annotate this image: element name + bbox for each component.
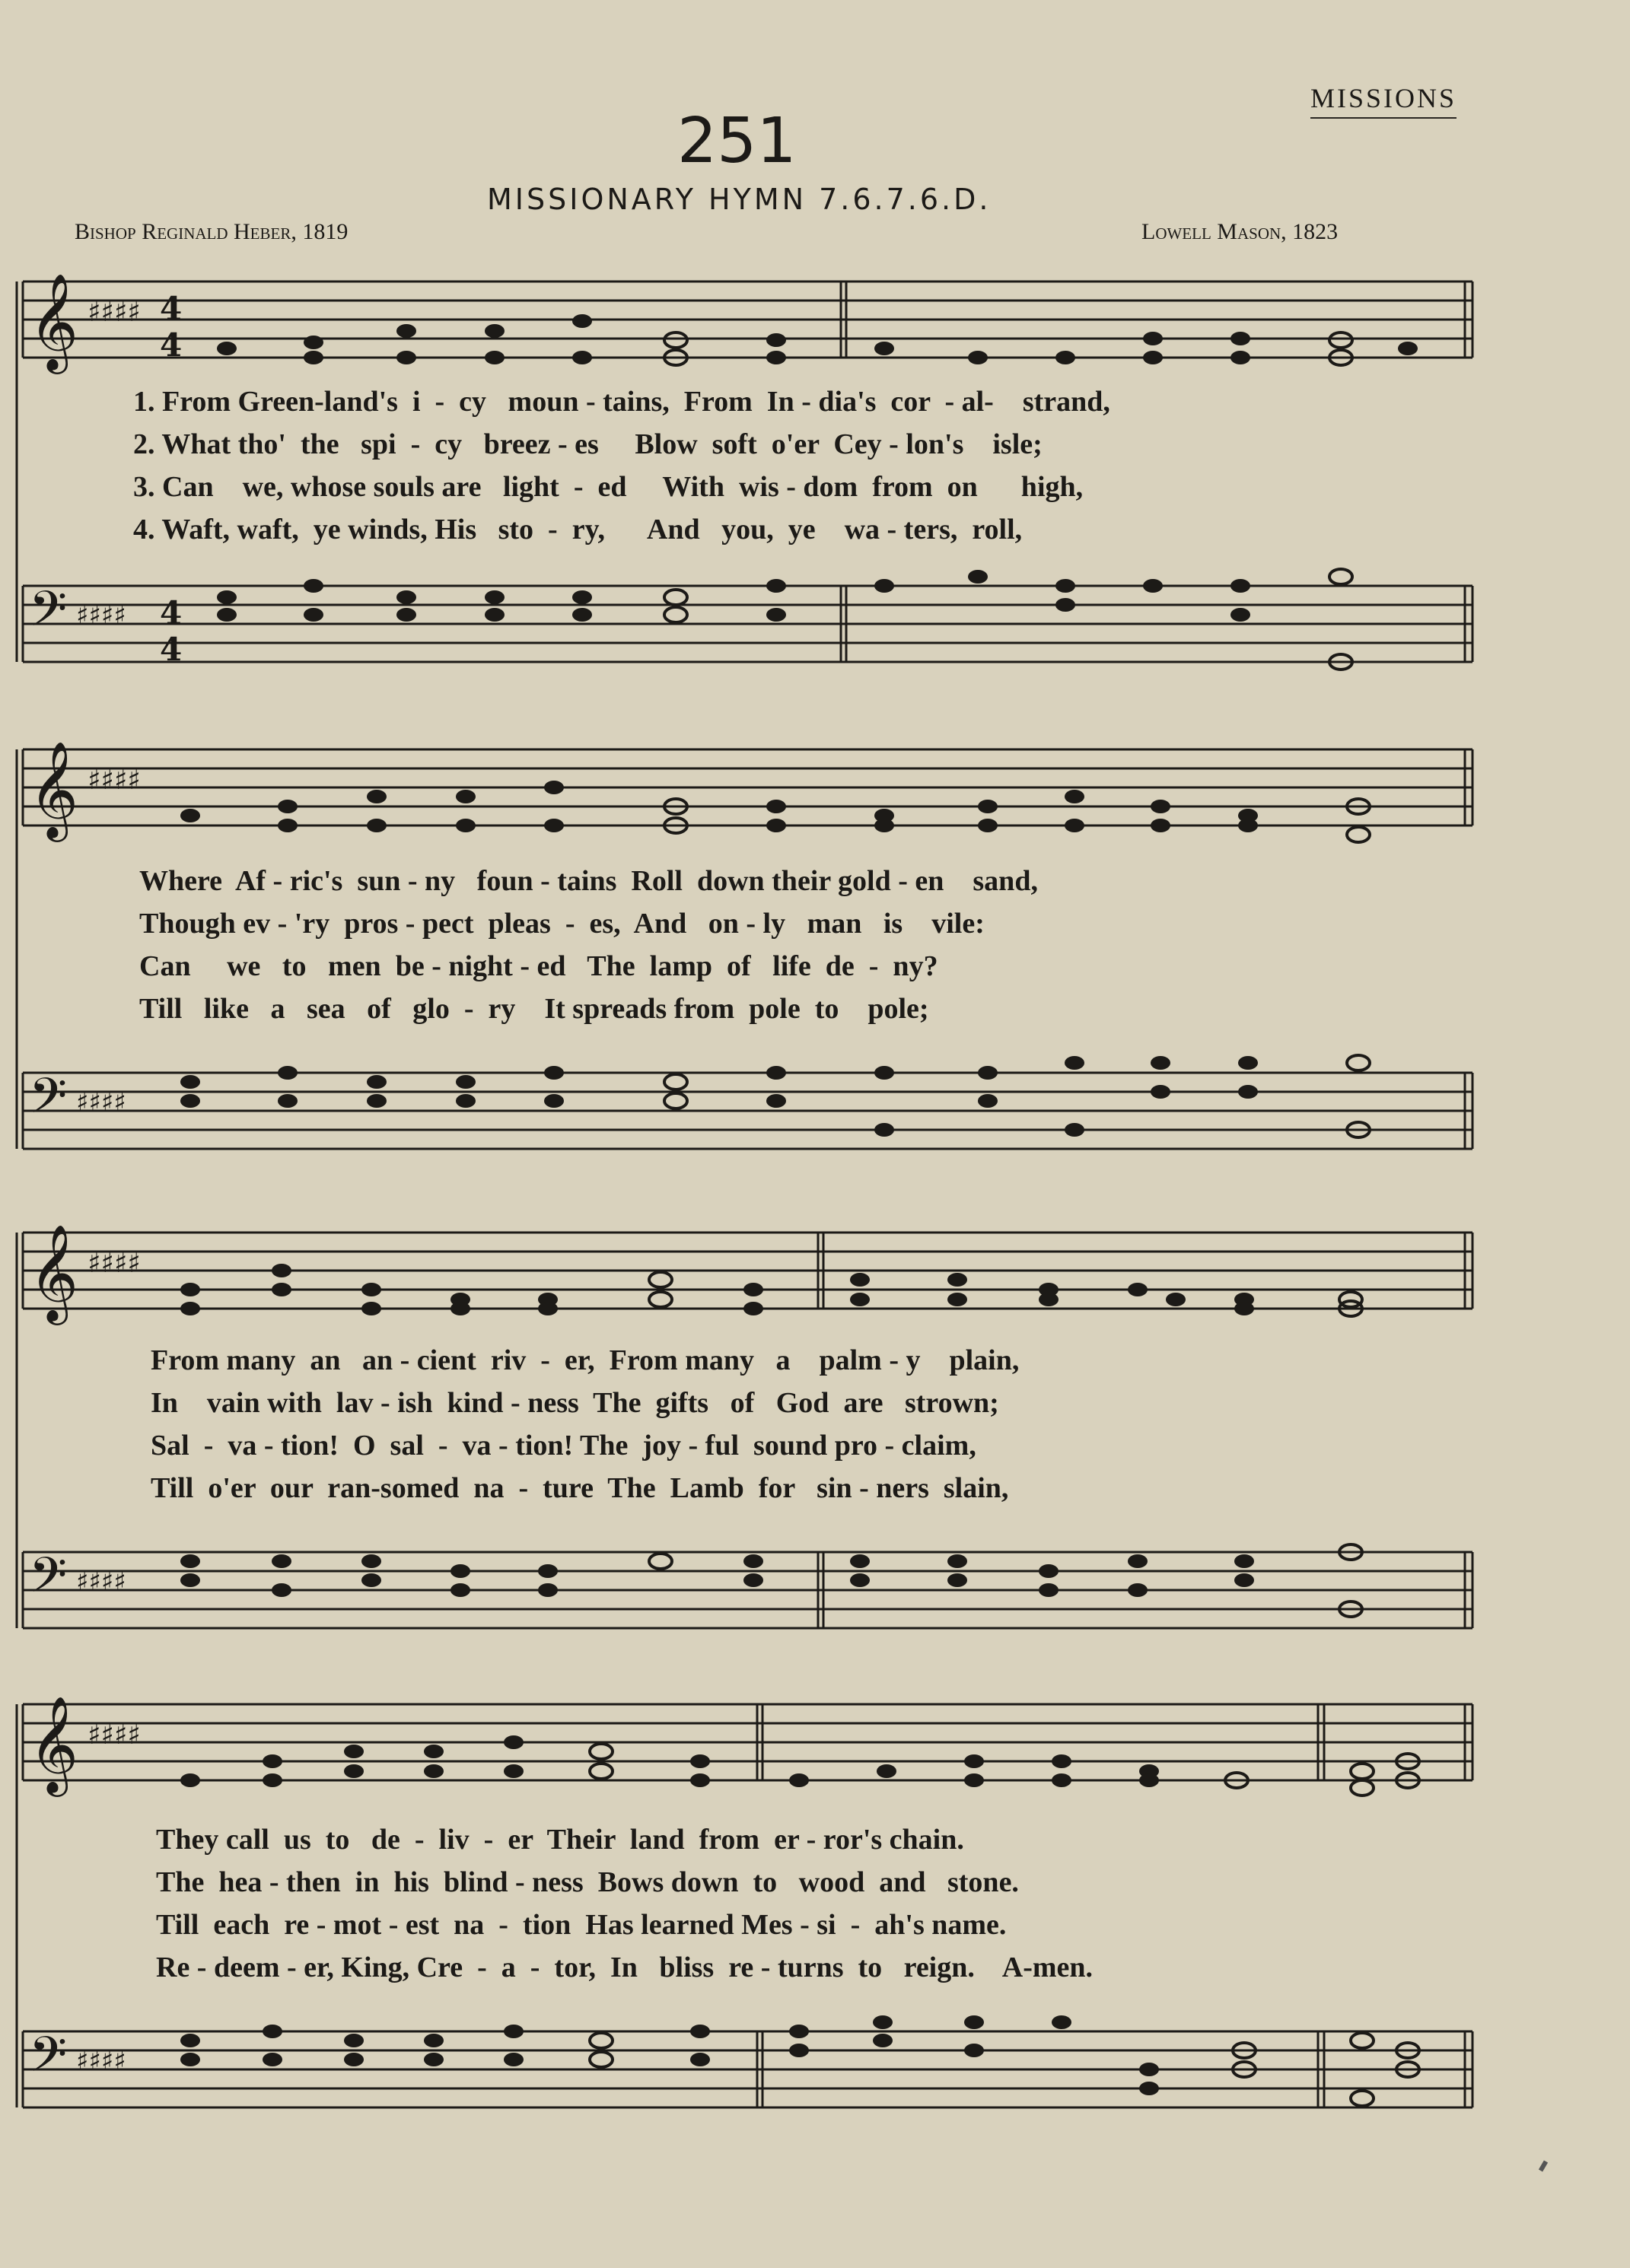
treble-clef: 𝄞: [29, 272, 79, 370]
bass-clef: 𝄢: [29, 581, 68, 650]
svg-text:♯♯♯♯: ♯♯♯♯: [88, 1248, 141, 1279]
lyric-line: They call us to de - liv - er Their land from er - ror's chain.: [156, 1824, 964, 1856]
lyrics-system-4: [156, 1818, 1093, 1989]
time-signature: 4: [160, 290, 183, 327]
svg-text:𝄢: 𝄢: [29, 2027, 68, 2095]
section-label: MISSIONS: [1310, 82, 1456, 119]
lyric-line: Sal - va - tion! O sal - va - tion! The joy - ful sound pro - claim,: [151, 1430, 976, 1462]
svg-text:4: 4: [160, 326, 183, 364]
lyric-line: Till like a sea of glo - ry It spreads from pole to pole;: [139, 993, 929, 1025]
svg-text:♯♯♯♯: ♯♯♯♯: [88, 765, 141, 796]
treble-staff: [23, 282, 1472, 358]
lyrics-system-3: [151, 1339, 1019, 1509]
svg-text:𝄞: 𝄞: [29, 740, 79, 838]
svg-text:♯♯♯♯: ♯♯♯♯: [76, 1567, 126, 1597]
lyrics-system-2: [139, 860, 1038, 1030]
svg-text:♯♯♯♯: ♯♯♯♯: [88, 1719, 141, 1751]
composer-credit: Lowell Mason, 1823: [1141, 219, 1339, 244]
svg-text:♯♯♯♯: ♯♯♯♯: [76, 600, 126, 631]
svg-text:𝄢: 𝄢: [29, 1548, 68, 1616]
lyric-line: 2. What tho' the spi - cy breez - es Blow soft o'er Cey - lon's isle;: [133, 428, 1043, 460]
svg-text:𝄞: 𝄞: [29, 1223, 79, 1321]
page-mark: [1539, 2160, 1548, 2171]
lyric-line: 1. From Green-land's i - cy moun - tains, From In - dia's cor - al- strand,: [133, 386, 1110, 418]
lyric-line: Where Af - ric's sun - ny foun - tains Roll down their gold - en sand,: [139, 865, 1038, 897]
svg-text:♯♯♯♯: ♯♯♯♯: [76, 2046, 126, 2076]
svg-text:4: 4: [160, 594, 183, 631]
lyric-line: Re - deem - er, King, Cre - a - tor, In bliss re - turns to reign. A-men.: [156, 1951, 1094, 1983]
svg-text:4: 4: [160, 631, 183, 668]
svg-text:𝄞: 𝄞: [29, 1695, 79, 1792]
lyric-line: The hea - then in his blind - ness Bows down to wood and stone.: [156, 1866, 1019, 1898]
lyric-line: 3. Can we, whose souls are light - ed With wis - dom from on high,: [133, 471, 1084, 503]
lyrics-system-1: [133, 380, 1110, 551]
lyric-line: Till o'er our ran-somed na - ture The Lamb for sin - ners slain,: [151, 1472, 1009, 1504]
lyric-line: From many an an - cient riv - er, From many a palm - y plain,: [151, 1344, 1020, 1376]
svg-text:𝄢: 𝄢: [29, 1068, 68, 1137]
lyric-line: Though ev - 'ry pros - pect pleas - es, And on - ly man is vile:: [139, 908, 985, 940]
svg-text:♯♯♯♯: ♯♯♯♯: [76, 1087, 126, 1118]
hymn-title: MISSIONARY HYMN 7.6.7.6.D.: [487, 183, 992, 216]
hymn-number: 251: [677, 105, 797, 177]
author-credit: Bishop Reginald Heber, 1819: [75, 219, 349, 244]
lyric-line: Can we to men be - night - ed The lamp of life de - ny?: [139, 950, 938, 982]
lyric-line: In vain with lav - ish kind - ness The gifts of God are strown;: [151, 1387, 999, 1419]
lyric-line: Till each re - mot - est na - tion Has learned Mes - si - ah's name.: [156, 1909, 1007, 1941]
key-signature: ♯♯♯♯: [88, 297, 141, 328]
lyric-line: 4. Waft, waft, ye winds, His sto - ry, And you, ye wa - ters, roll,: [133, 514, 1023, 546]
